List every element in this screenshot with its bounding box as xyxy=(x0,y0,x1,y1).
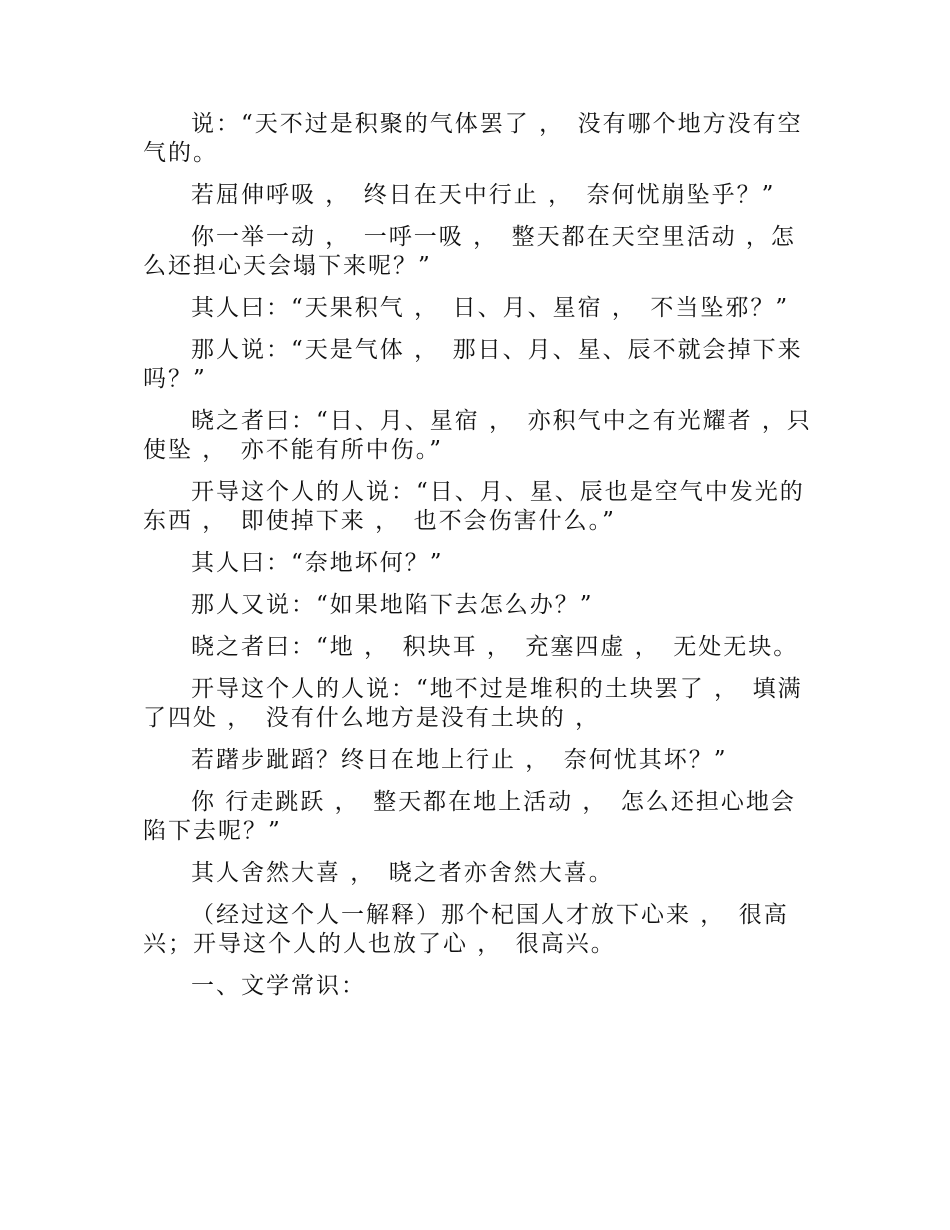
paragraph-14: 其人舍然大喜 ， 晓之者亦舍然大喜。 xyxy=(191,860,614,886)
paragraph-7: 开导这个人的人说：“日、月、星、辰也是空气中发光的东西 ， 即使掉下来 ， 也不会伤害什么。” xyxy=(143,479,805,534)
paragraph-3: 你一举一动 ， 一呼一吸 ， 整天都在天空里活动 ，怎么还担心天会塌下来呢？” xyxy=(143,224,796,279)
paragraph-5: 那人说：“天是气体 ， 那日、月、星、辰不就会掉下来吗？” xyxy=(143,337,803,392)
section-heading: 一、文学常识： xyxy=(191,973,366,999)
paragraph-9: 那人又说：“如果地陷下去怎么办？” xyxy=(191,592,594,618)
document-body xyxy=(143,110,813,1014)
paragraph-12: 若躇步跐蹈？终日在地上行止 ， 奈何忧其坏？” xyxy=(191,747,728,773)
paragraph-8: 其人曰：“奈地坏何？” xyxy=(191,550,444,576)
paragraph-10: 晓之者曰：“地 ， 积块耳 ， 充塞四虚 ， 无处无块。 xyxy=(191,634,799,660)
paragraph-13: 你 行走跳跃 ， 整天都在地上活动 ， 怎么还担心地会陷下去呢？” xyxy=(143,789,796,844)
paragraph-15: （经过这个人一解释）那个杞国人才放下心来 ， 很高兴；开导这个人的人也放了心 ， 很高兴。 xyxy=(143,902,789,957)
paragraph-6: 晓之者曰：“日、月、星宿 ， 亦积气中之有光耀者 ，只使坠 ， 亦不能有所中伤。” xyxy=(143,408,812,463)
paragraph-11: 开导这个人的人说：“地不过是堆积的土块罢了 ， 填满了四处 ， 没有什么地方是没有土块的 ， xyxy=(143,676,803,731)
paragraph-4: 其人曰：“天果积气 ， 日、月、星宿 ， 不当坠邪？” xyxy=(191,295,790,321)
paragraph-1: 说：“天不过是积聚的气体罢了 ， 没有哪个地方没有空气的。 xyxy=(143,111,803,166)
paragraph-2: 若屈伸呼吸 ， 终日在天中行止 ， 奈何忧崩坠乎？” xyxy=(191,182,776,208)
